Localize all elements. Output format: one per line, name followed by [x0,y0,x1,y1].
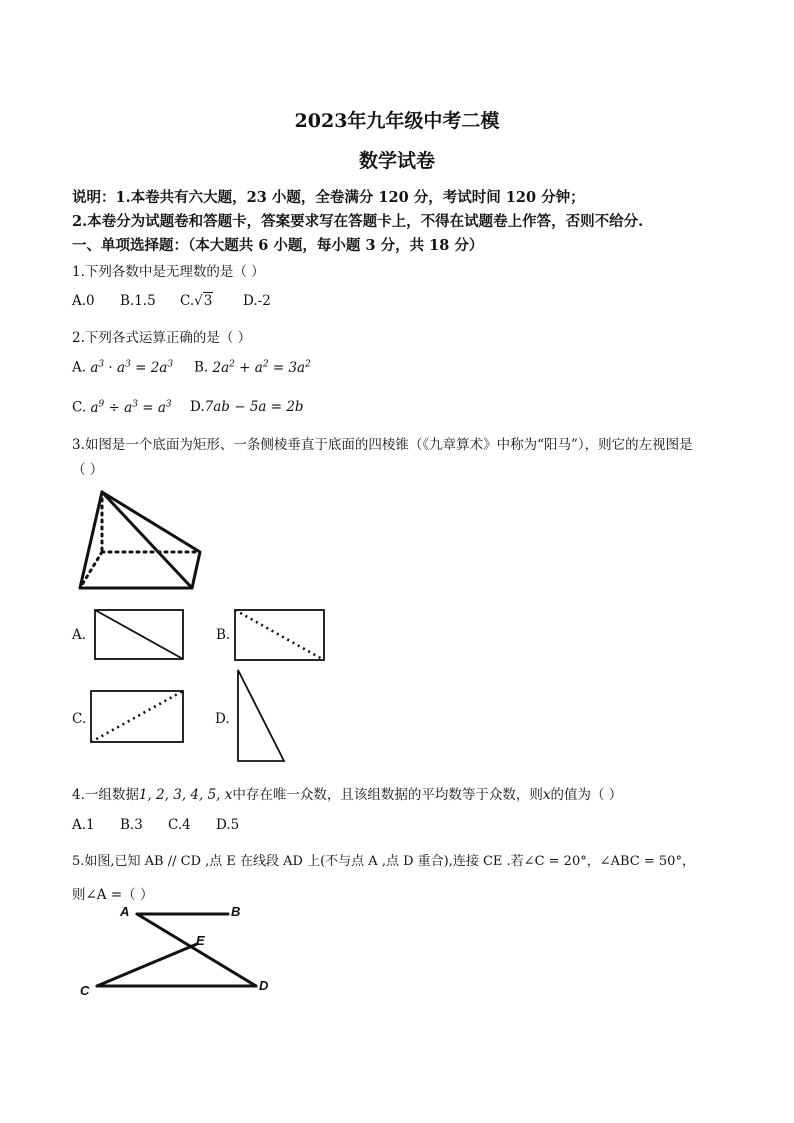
q2-option-d-expr: 7ab − 5a = 2b [204,399,304,415]
q1-option-a: A.0 [72,293,95,309]
instruction-line-1: 说明：1.本卷共有六大题，23 小题，全卷满分 120 分，考试时间 120 分钟； [72,189,585,206]
q5-label-c: C [80,983,90,998]
q4-var: x [542,787,551,803]
q3-option-a-figure [95,610,183,659]
q2-option-b: B. $2a^2 + a^2 = 3a^2$ [194,359,311,376]
q4-stem [72,783,622,803]
q5-label-d: D [259,978,269,993]
q4-data-list: 1, 2, 3, 4, 5, x [138,787,233,803]
q3-option-b: B. [216,627,231,643]
sqrt-sign-icon: √ [194,293,203,309]
q1-stem: 1.下列各数中是无理数的是（ ） [72,264,265,280]
q4-stem-suffix: 的值为（ ） [550,787,623,803]
instruction-line-2: 2.本卷分为试题卷和答题卡，答案要求写在答题卡上，不得在试题卷上作答，否则不给分. [72,213,644,230]
section-heading: 一、单项选择题：（本大题共 6 小题，每小题 3 分，共 18 分） [72,237,484,254]
page-subtitle: 数学试卷 [358,150,435,172]
q1-option-b: B.1.5 [120,293,156,309]
q5-label-b: B [231,904,241,919]
q5-figure [97,914,256,986]
q4-option-b: B.3 [120,817,143,833]
q3-option-c: C. [72,711,87,727]
q5-stem-line-2: 则∠A =（ ） [72,887,154,903]
q3-option-d-figure [238,670,284,761]
q1-option-d: D.-2 [243,293,271,309]
q2-option-b-label: B. [194,359,209,376]
q3-option-d: D. [215,711,230,727]
page-title: 2023年九年级中考二模 [294,110,500,132]
q3-option-b-figure [235,610,324,660]
q5-label-e: E [196,933,205,948]
q5-stem-line-1: 5.如图,已知 AB // CD ,点 E 在线段 AD 上(不与点 A ,点 D 重合),连接 CE .若∠C = 20°，∠ABC = 50°， [72,854,695,869]
q2-option-c: C. $a^9 \div a^3 = a^3$ [72,399,172,416]
q2-option-d-label: D. [190,399,205,415]
q4-option-d: D.5 [216,817,240,833]
q3-stem: 3.如图是一个底面为矩形、一条侧棱垂直于底面的四棱锥（《九章算术》中称为“阳马”），则它的左视图是 [72,437,693,453]
q2-option-a: A. $a^3 \cdot a^3 = 2a^3$ [72,359,174,376]
q5-label-a: A [120,904,130,919]
q4-option-c: C.4 [168,817,191,833]
q4-stem-prefix: 4.一组数据 [72,787,139,803]
q1-radicand: 3 [203,293,213,309]
q3-stem-cont: （ ） [72,462,104,478]
q2-option-c-label: C. [72,399,87,416]
q4-option-a: A.1 [72,817,95,833]
q3-option-a: A. [72,627,87,643]
q2-option-a-label: A. [72,359,87,376]
q3-option-c-figure [91,691,183,742]
q1-option-c-label: C. [180,293,195,309]
q2-stem: 2.下列各式运算正确的是（ ） [72,330,252,346]
pyramid-outline [80,492,200,588]
q4-stem-mid: 中存在唯一众数，且该组数据的平均数等于众数，则 [232,787,543,803]
